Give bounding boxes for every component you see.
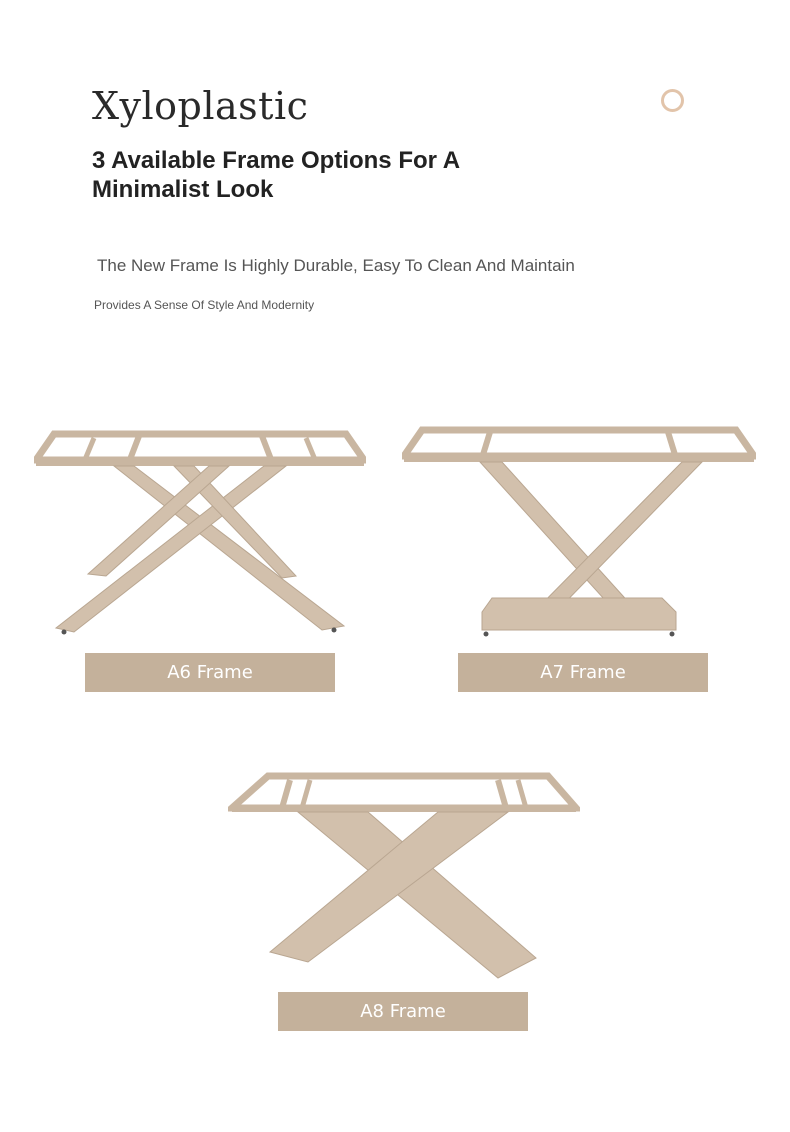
a8-frame-image: [228, 772, 580, 986]
a6-frame-image: [34, 430, 366, 640]
page-headline: 3 Available Frame Options For A Minimalist Look: [92, 147, 460, 203]
a7-frame-label-text: A7 Frame: [540, 662, 626, 683]
decorative-ring-icon: [661, 89, 684, 112]
a8-frame-label: [278, 992, 528, 1031]
subline: Provides A Sense Of Style And Modernity: [94, 298, 315, 312]
brand-logo: Xyloplastic: [92, 84, 309, 128]
tagline: The New Frame Is Highly Durable, Easy To Clean And Maintain: [97, 256, 575, 275]
a7-frame-image: [402, 426, 756, 642]
a6-frame-label-text: A6 Frame: [167, 662, 253, 683]
a8-frame-label-text: A8 Frame: [360, 1001, 446, 1022]
a6-frame-label: [85, 653, 335, 692]
a7-frame-label: [458, 653, 708, 692]
